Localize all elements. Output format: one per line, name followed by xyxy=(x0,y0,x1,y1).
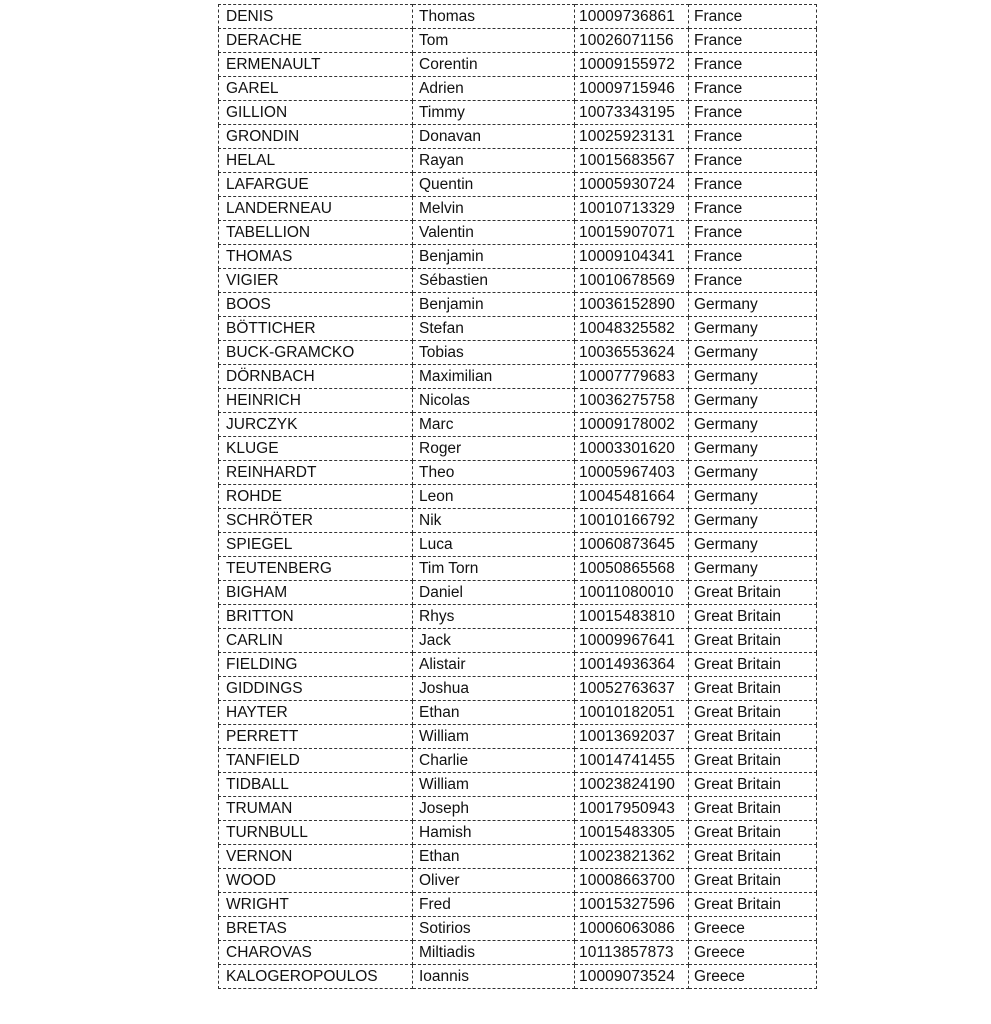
table-row xyxy=(219,365,817,389)
table-row xyxy=(219,701,817,725)
table-row xyxy=(219,101,817,125)
id-number-cell[interactable]: 10014741455 xyxy=(575,749,689,773)
given-name-cell[interactable]: Sébastien xyxy=(413,269,575,293)
table-row xyxy=(219,149,817,173)
country-cell[interactable]: Germany xyxy=(689,365,817,389)
country-cell[interactable]: France xyxy=(689,5,817,29)
country-cell[interactable]: Great Britain xyxy=(689,725,817,749)
surname-cell[interactable]: HAYTER xyxy=(219,701,413,725)
id-number-cell[interactable]: 10113857873 xyxy=(575,941,689,965)
surname-cell[interactable]: TANFIELD xyxy=(219,749,413,773)
surname-cell[interactable]: TURNBULL xyxy=(219,821,413,845)
id-number-cell[interactable]: 10015483305 xyxy=(575,821,689,845)
id-number-cell[interactable]: 10050865568 xyxy=(575,557,689,581)
id-number-cell[interactable]: 10009967641 xyxy=(575,629,689,653)
given-name-cell[interactable]: Rhys xyxy=(413,605,575,629)
id-number-cell[interactable]: 10013692037 xyxy=(575,725,689,749)
surname-cell[interactable]: TABELLION xyxy=(219,221,413,245)
given-name-cell[interactable]: Alistair xyxy=(413,653,575,677)
table-row xyxy=(219,173,817,197)
table-row xyxy=(219,581,817,605)
given-name-cell[interactable]: Tom xyxy=(413,29,575,53)
table-row xyxy=(219,677,817,701)
id-number-cell[interactable]: 10015683567 xyxy=(575,149,689,173)
country-cell[interactable]: Great Britain xyxy=(689,701,817,725)
given-name-cell[interactable]: Ethan xyxy=(413,701,575,725)
given-name-cell[interactable]: Ethan xyxy=(413,845,575,869)
surname-cell[interactable]: TIDBALL xyxy=(219,773,413,797)
surname-cell[interactable]: LANDERNEAU xyxy=(219,197,413,221)
table-row xyxy=(219,893,817,917)
surname-cell[interactable]: DERACHE xyxy=(219,29,413,53)
surname-cell[interactable]: WRIGHT xyxy=(219,893,413,917)
id-number-cell[interactable]: 10011080010 xyxy=(575,581,689,605)
table-row xyxy=(219,413,817,437)
given-name-cell[interactable]: Adrien xyxy=(413,77,575,101)
table-row xyxy=(219,941,817,965)
given-name-cell[interactable]: Corentin xyxy=(413,53,575,77)
table-row xyxy=(219,125,817,149)
given-name-cell[interactable]: Miltiadis xyxy=(413,941,575,965)
country-cell[interactable]: France xyxy=(689,149,817,173)
id-number-cell[interactable]: 10005967403 xyxy=(575,461,689,485)
id-number-cell[interactable]: 10048325582 xyxy=(575,317,689,341)
surname-cell[interactable]: GILLION xyxy=(219,101,413,125)
id-number-cell[interactable]: 10006063086 xyxy=(575,917,689,941)
country-cell[interactable]: France xyxy=(689,245,817,269)
id-number-cell[interactable]: 10015483810 xyxy=(575,605,689,629)
id-number-cell[interactable]: 10045481664 xyxy=(575,485,689,509)
country-cell[interactable]: Greece xyxy=(689,965,817,989)
id-number-cell[interactable]: 10009736861 xyxy=(575,5,689,29)
given-name-cell[interactable]: Stefan xyxy=(413,317,575,341)
surname-cell[interactable]: BIGHAM xyxy=(219,581,413,605)
country-cell[interactable]: Great Britain xyxy=(689,845,817,869)
table-row xyxy=(219,461,817,485)
table-row xyxy=(219,797,817,821)
spreadsheet-region xyxy=(218,4,816,989)
country-cell[interactable]: Great Britain xyxy=(689,653,817,677)
surname-cell[interactable]: ERMENAULT xyxy=(219,53,413,77)
given-name-cell[interactable]: Benjamin xyxy=(413,293,575,317)
given-name-cell[interactable]: Rayan xyxy=(413,149,575,173)
rider-table-body xyxy=(219,5,817,989)
given-name-cell[interactable]: Tobias xyxy=(413,341,575,365)
table-row xyxy=(219,341,817,365)
given-name-cell[interactable]: Daniel xyxy=(413,581,575,605)
id-number-cell[interactable]: 10010166792 xyxy=(575,509,689,533)
country-cell[interactable]: Germany xyxy=(689,461,817,485)
country-cell[interactable]: Germany xyxy=(689,389,817,413)
id-number-cell[interactable]: 10005930724 xyxy=(575,173,689,197)
given-name-cell[interactable]: Donavan xyxy=(413,125,575,149)
table-row xyxy=(219,509,817,533)
given-name-cell[interactable]: Sotirios xyxy=(413,917,575,941)
surname-cell[interactable]: HEINRICH xyxy=(219,389,413,413)
id-number-cell[interactable]: 10009073524 xyxy=(575,965,689,989)
surname-cell[interactable]: GAREL xyxy=(219,77,413,101)
table-row xyxy=(219,821,817,845)
given-name-cell[interactable]: Joseph xyxy=(413,797,575,821)
id-number-cell[interactable]: 10036553624 xyxy=(575,341,689,365)
id-number-cell[interactable]: 10010713329 xyxy=(575,197,689,221)
given-name-cell[interactable]: William xyxy=(413,773,575,797)
surname-cell[interactable]: THOMAS xyxy=(219,245,413,269)
table-row xyxy=(219,653,817,677)
id-number-cell[interactable]: 10073343195 xyxy=(575,101,689,125)
surname-cell[interactable]: TEUTENBERG xyxy=(219,557,413,581)
table-row xyxy=(219,389,817,413)
id-number-cell[interactable]: 10009715946 xyxy=(575,77,689,101)
country-cell[interactable]: France xyxy=(689,173,817,197)
id-number-cell[interactable]: 10003301620 xyxy=(575,437,689,461)
surname-cell[interactable]: TRUMAN xyxy=(219,797,413,821)
table-row xyxy=(219,317,817,341)
country-cell[interactable]: Germany xyxy=(689,437,817,461)
given-name-cell[interactable]: Hamish xyxy=(413,821,575,845)
table-row xyxy=(219,437,817,461)
given-name-cell[interactable]: Valentin xyxy=(413,221,575,245)
id-number-cell[interactable]: 10008663700 xyxy=(575,869,689,893)
surname-cell[interactable]: BRITTON xyxy=(219,605,413,629)
table-row xyxy=(219,773,817,797)
given-name-cell[interactable]: Theo xyxy=(413,461,575,485)
country-cell[interactable]: Germany xyxy=(689,293,817,317)
table-row xyxy=(219,845,817,869)
given-name-cell[interactable]: Timmy xyxy=(413,101,575,125)
table-row xyxy=(219,77,817,101)
id-number-cell[interactable]: 10015907071 xyxy=(575,221,689,245)
id-number-cell[interactable]: 10015327596 xyxy=(575,893,689,917)
surname-cell[interactable]: HELAL xyxy=(219,149,413,173)
country-cell[interactable]: France xyxy=(689,125,817,149)
id-number-cell[interactable]: 10025923131 xyxy=(575,125,689,149)
table-row xyxy=(219,245,817,269)
table-row xyxy=(219,965,817,989)
surname-cell[interactable]: GRONDIN xyxy=(219,125,413,149)
country-cell[interactable]: France xyxy=(689,269,817,293)
country-cell[interactable]: France xyxy=(689,53,817,77)
given-name-cell[interactable]: Fred xyxy=(413,893,575,917)
surname-cell[interactable]: KALOGEROPOULOS xyxy=(219,965,413,989)
surname-cell[interactable]: BOOS xyxy=(219,293,413,317)
country-cell[interactable]: Germany xyxy=(689,509,817,533)
country-cell[interactable]: Great Britain xyxy=(689,821,817,845)
id-number-cell[interactable]: 10009155972 xyxy=(575,53,689,77)
given-name-cell[interactable]: Nicolas xyxy=(413,389,575,413)
id-number-cell[interactable]: 10023821362 xyxy=(575,845,689,869)
country-cell[interactable]: Germany xyxy=(689,485,817,509)
table-row xyxy=(219,293,817,317)
country-cell[interactable]: France xyxy=(689,101,817,125)
id-number-cell[interactable]: 10010182051 xyxy=(575,701,689,725)
given-name-cell[interactable]: Thomas xyxy=(413,5,575,29)
country-cell[interactable]: Germany xyxy=(689,533,817,557)
country-cell[interactable]: Greece xyxy=(689,917,817,941)
given-name-cell[interactable]: Tim Torn xyxy=(413,557,575,581)
country-cell[interactable]: France xyxy=(689,197,817,221)
table-row xyxy=(219,29,817,53)
given-name-cell[interactable]: Benjamin xyxy=(413,245,575,269)
given-name-cell[interactable]: Melvin xyxy=(413,197,575,221)
id-number-cell[interactable]: 10010678569 xyxy=(575,269,689,293)
surname-cell[interactable]: BÖTTICHER xyxy=(219,317,413,341)
surname-cell[interactable]: ROHDE xyxy=(219,485,413,509)
country-cell[interactable]: France xyxy=(689,77,817,101)
table-row xyxy=(219,749,817,773)
id-number-cell[interactable]: 10009104341 xyxy=(575,245,689,269)
given-name-cell[interactable]: Charlie xyxy=(413,749,575,773)
country-cell[interactable]: Great Britain xyxy=(689,629,817,653)
id-number-cell[interactable]: 10036275758 xyxy=(575,389,689,413)
id-number-cell[interactable]: 10007779683 xyxy=(575,365,689,389)
table-row xyxy=(219,557,817,581)
given-name-cell[interactable]: Luca xyxy=(413,533,575,557)
table-row xyxy=(219,533,817,557)
table-row xyxy=(219,917,817,941)
rider-table xyxy=(218,4,817,989)
given-name-cell[interactable]: Nik xyxy=(413,509,575,533)
table-row xyxy=(219,725,817,749)
id-number-cell[interactable]: 10009178002 xyxy=(575,413,689,437)
table-row xyxy=(219,485,817,509)
table-row xyxy=(219,221,817,245)
surname-cell[interactable]: GIDDINGS xyxy=(219,677,413,701)
given-name-cell[interactable]: Oliver xyxy=(413,869,575,893)
id-number-cell[interactable]: 10036152890 xyxy=(575,293,689,317)
country-cell[interactable]: Great Britain xyxy=(689,581,817,605)
surname-cell[interactable]: DENIS xyxy=(219,5,413,29)
surname-cell[interactable]: LAFARGUE xyxy=(219,173,413,197)
country-cell[interactable]: Great Britain xyxy=(689,773,817,797)
country-cell[interactable]: Great Britain xyxy=(689,605,817,629)
given-name-cell[interactable]: Marc xyxy=(413,413,575,437)
surname-cell[interactable]: WOOD xyxy=(219,869,413,893)
surname-cell[interactable]: KLUGE xyxy=(219,437,413,461)
surname-cell[interactable]: BRETAS xyxy=(219,917,413,941)
surname-cell[interactable]: JURCZYK xyxy=(219,413,413,437)
surname-cell[interactable]: REINHARDT xyxy=(219,461,413,485)
country-cell[interactable]: Great Britain xyxy=(689,677,817,701)
country-cell[interactable]: Greece xyxy=(689,941,817,965)
given-name-cell[interactable]: Leon xyxy=(413,485,575,509)
id-number-cell[interactable]: 10026071156 xyxy=(575,29,689,53)
surname-cell[interactable]: CHAROVAS xyxy=(219,941,413,965)
given-name-cell[interactable]: Quentin xyxy=(413,173,575,197)
surname-cell[interactable]: VERNON xyxy=(219,845,413,869)
country-cell[interactable]: Great Britain xyxy=(689,893,817,917)
country-cell[interactable]: Germany xyxy=(689,341,817,365)
table-row xyxy=(219,269,817,293)
surname-cell[interactable]: SCHRÖTER xyxy=(219,509,413,533)
surname-cell[interactable]: FIELDING xyxy=(219,653,413,677)
id-number-cell[interactable]: 10052763637 xyxy=(575,677,689,701)
id-number-cell[interactable]: 10060873645 xyxy=(575,533,689,557)
country-cell[interactable]: Germany xyxy=(689,317,817,341)
given-name-cell[interactable]: Roger xyxy=(413,437,575,461)
table-row xyxy=(219,629,817,653)
given-name-cell[interactable]: Maximilian xyxy=(413,365,575,389)
country-cell[interactable]: Great Britain xyxy=(689,797,817,821)
given-name-cell[interactable]: Ioannis xyxy=(413,965,575,989)
id-number-cell[interactable]: 10014936364 xyxy=(575,653,689,677)
id-number-cell[interactable]: 10023824190 xyxy=(575,773,689,797)
country-cell[interactable]: France xyxy=(689,29,817,53)
surname-cell[interactable]: BUCK-GRAMCKO xyxy=(219,341,413,365)
id-number-cell[interactable]: 10017950943 xyxy=(575,797,689,821)
table-row xyxy=(219,605,817,629)
country-cell[interactable]: Germany xyxy=(689,413,817,437)
surname-cell[interactable]: VIGIER xyxy=(219,269,413,293)
surname-cell[interactable]: SPIEGEL xyxy=(219,533,413,557)
given-name-cell[interactable]: William xyxy=(413,725,575,749)
country-cell[interactable]: Great Britain xyxy=(689,749,817,773)
surname-cell[interactable]: CARLIN xyxy=(219,629,413,653)
country-cell[interactable]: Great Britain xyxy=(689,869,817,893)
table-row xyxy=(219,5,817,29)
given-name-cell[interactable]: Joshua xyxy=(413,677,575,701)
table-row xyxy=(219,869,817,893)
table-row xyxy=(219,197,817,221)
table-row xyxy=(219,53,817,77)
country-cell[interactable]: Germany xyxy=(689,557,817,581)
surname-cell[interactable]: DÖRNBACH xyxy=(219,365,413,389)
country-cell[interactable]: France xyxy=(689,221,817,245)
given-name-cell[interactable]: Jack xyxy=(413,629,575,653)
surname-cell[interactable]: PERRETT xyxy=(219,725,413,749)
